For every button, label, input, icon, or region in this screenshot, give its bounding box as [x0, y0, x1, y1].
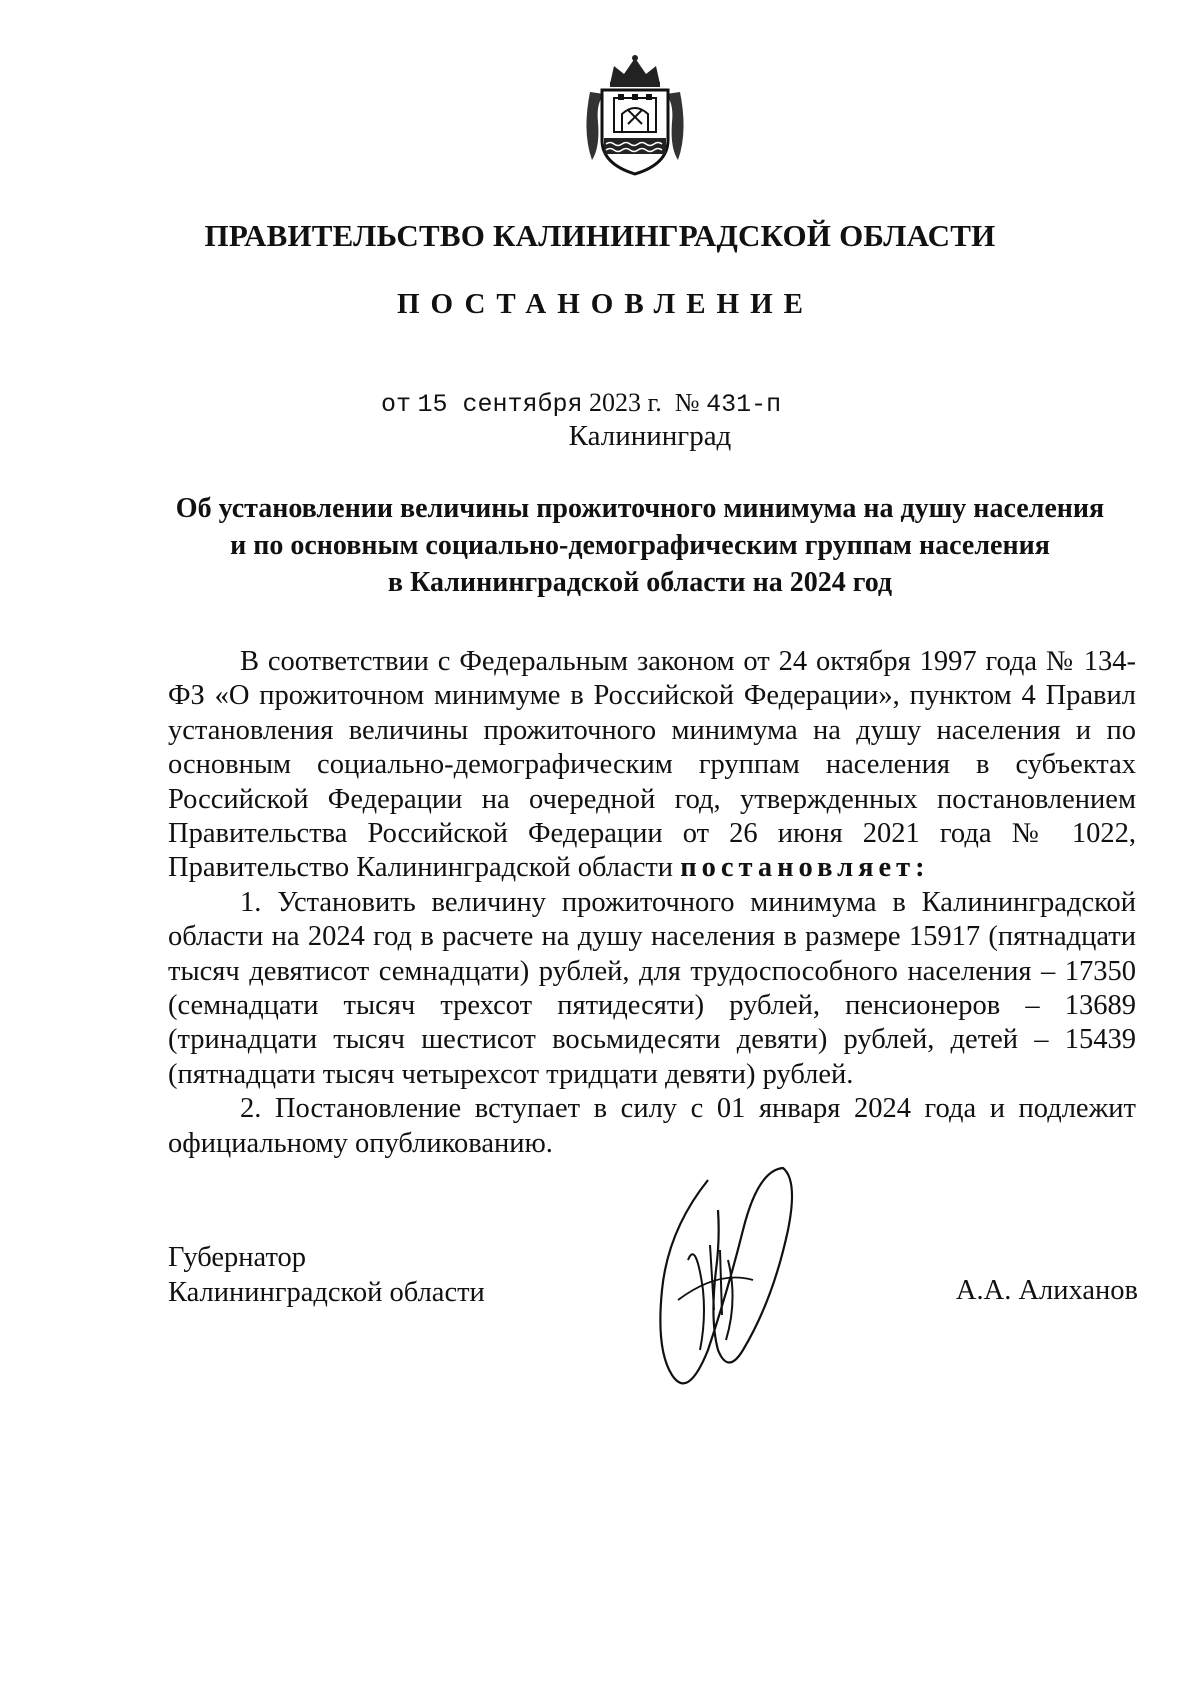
- signer-title-line: Калининградской области: [168, 1277, 485, 1308]
- coat-of-arms-icon: [580, 52, 690, 178]
- item-2-paragraph: 2. Постановление вступает в силу с 01 января 2024 года и подлежит официальному опубликованию.: [168, 1093, 1136, 1159]
- document-number: 431-п: [706, 390, 782, 419]
- date-number-line: [381, 388, 841, 419]
- item-1-paragraph: 1. Установить величину прожиточного минимума в Калининградской области на 2024 год в расчете на душу населения в размере 15917 (пятнадцати тысяч девятисот семнадцати) рублей, для трудоспособного населения – 17350 (семнадцати тысяч трехсот пятидесяти) рублей, пенсионеров – 13689 (тринадцати тысяч шестисот восьмидесяти девяти) рублей, детей – 15439 (пятнадцати тысяч четырехсот тридцати девяти) рублей.: [168, 886, 1136, 1090]
- resolves-colon: :: [915, 852, 925, 884]
- government-title: ПРАВИТЕЛЬСТВО КАЛИНИНГРАДСКОЙ ОБЛАСТИ: [204, 218, 996, 253]
- signer-position: [168, 1240, 485, 1310]
- number-sign: №: [674, 388, 700, 417]
- document-body: [168, 645, 1136, 1161]
- subject-line: Об установлении величины прожиточного минимума на душу населения: [175, 493, 1105, 524]
- preamble-paragraph: [168, 645, 1136, 886]
- date-day-month: 15 сентября: [417, 390, 583, 419]
- handwritten-signature-icon: [648, 1150, 798, 1405]
- signer-title-line: Губернатор: [168, 1242, 307, 1273]
- document-type: ПОСТАНОВЛЕНИЕ: [396, 288, 814, 320]
- signer-name: А.А. Алиханов: [955, 1275, 1138, 1306]
- city: Калининград: [568, 420, 732, 452]
- preamble-text: В соответствии с Федеральным законом от 24 октября 1997 года № 134-ФЗ «О прожиточном минимуме в Российской Федерации», пунктом 4 Правил установления величины прожиточного минимума на душу населения и по основным социально-демографическим группам населения в субъектах Российской Федерации на очередной год, утвержденных постановлением Правительства Российской Федерации от 26 июня 2021 года № 1022, Правительство Калининградской области: [168, 646, 1136, 884]
- date-prefix: от: [381, 390, 412, 419]
- subject-heading: [160, 490, 1120, 601]
- subject-line: в Калининградской области на 2024 год: [387, 567, 893, 598]
- date-year: 2023 г.: [589, 388, 662, 417]
- subject-line: и по основным социально-демографическим группам населения: [230, 530, 1050, 561]
- resolves-word: постановляет: [680, 852, 916, 884]
